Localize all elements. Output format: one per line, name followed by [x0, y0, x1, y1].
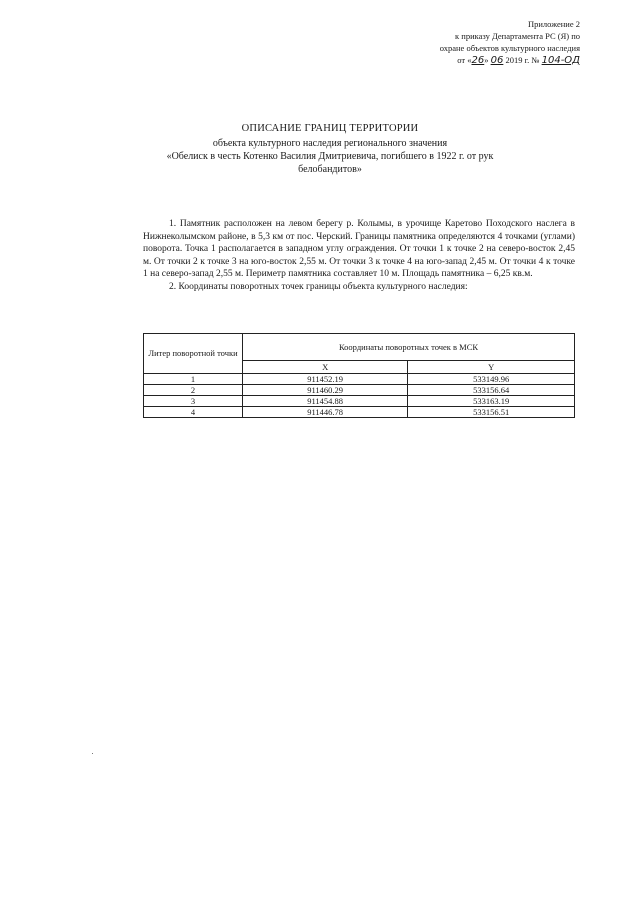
coord-y: 533149.96	[408, 374, 575, 385]
appendix-line-1: Приложение 2	[528, 19, 580, 29]
paragraph-2: 2. Координаты поворотных точек границы объекта культурного наследия:	[169, 281, 468, 292]
paragraph-1: 1. Памятник расположен на левом берегу р. Колымы, в урочище Каретово Походского наслега в Нижнеколымском районе, в 5,3 км от пос. Черский. Границы памятника определяются 4 точками (углами) поворота. Точка 1 располагается в западном углу ограждения. От точки 1 к точке 2 на северо-восток 2,45 м. От точки 2 к точке 3 на юго-восток 2,55 м. От точки 3 к точке 4 на юго-запад 2,45 м. От точки 4 к точке 1 на северо-запад 2,55 м. Периметр памятника составляет 10 м. Площадь памятника – 6,25 кв.м.	[143, 219, 575, 280]
coord-y: 533163.19	[408, 396, 575, 407]
title-line-2: «Обелиск в честь Котенко Василия Дмитриевича, погибшего в 1922 г. от рук	[166, 151, 494, 162]
title-line-3: белобандитов»	[298, 164, 362, 175]
header-liter: Литер поворотной точки	[144, 334, 243, 374]
order-prefix: от «	[457, 55, 472, 65]
header-x: X	[243, 361, 408, 374]
document-body	[143, 218, 575, 294]
coord-y: 533156.64	[408, 385, 575, 396]
coord-y: 533156.51	[408, 407, 575, 418]
coord-x: 911446.78	[243, 407, 408, 418]
table-row	[144, 385, 575, 396]
coord-x: 911452.19	[243, 374, 408, 385]
point-number: 1	[144, 374, 243, 385]
point-number: 4	[144, 407, 243, 418]
table-row	[144, 374, 575, 385]
table-row	[144, 407, 575, 418]
order-year: 2019 г. №	[505, 55, 540, 65]
coord-x: 911460.29	[243, 385, 408, 396]
document-title	[110, 122, 550, 176]
point-number: 3	[144, 396, 243, 407]
point-number: 2	[144, 385, 243, 396]
appendix-line-2: к приказу Департамента РС (Я) по	[455, 31, 580, 41]
appendix-header	[340, 18, 580, 67]
appendix-line-3: охране объектов культурного наследия	[439, 43, 580, 53]
order-reference	[340, 54, 580, 67]
order-day: 26	[471, 55, 485, 66]
scan-speck	[92, 753, 93, 754]
coordinates-table	[143, 333, 575, 418]
title-heading: ОПИСАНИЕ ГРАНИЦ ТЕРРИТОРИИ	[241, 123, 419, 134]
order-mid: »	[484, 55, 489, 65]
order-number: 104-ОД	[541, 55, 580, 66]
title-line-1: объекта культурного наследия регионального значения	[212, 138, 448, 149]
header-coords: Координаты поворотных точек в МСК	[243, 334, 575, 361]
table-row	[144, 396, 575, 407]
order-month: 06	[490, 55, 504, 66]
header-y: Y	[408, 361, 575, 374]
coord-x: 911454.88	[243, 396, 408, 407]
